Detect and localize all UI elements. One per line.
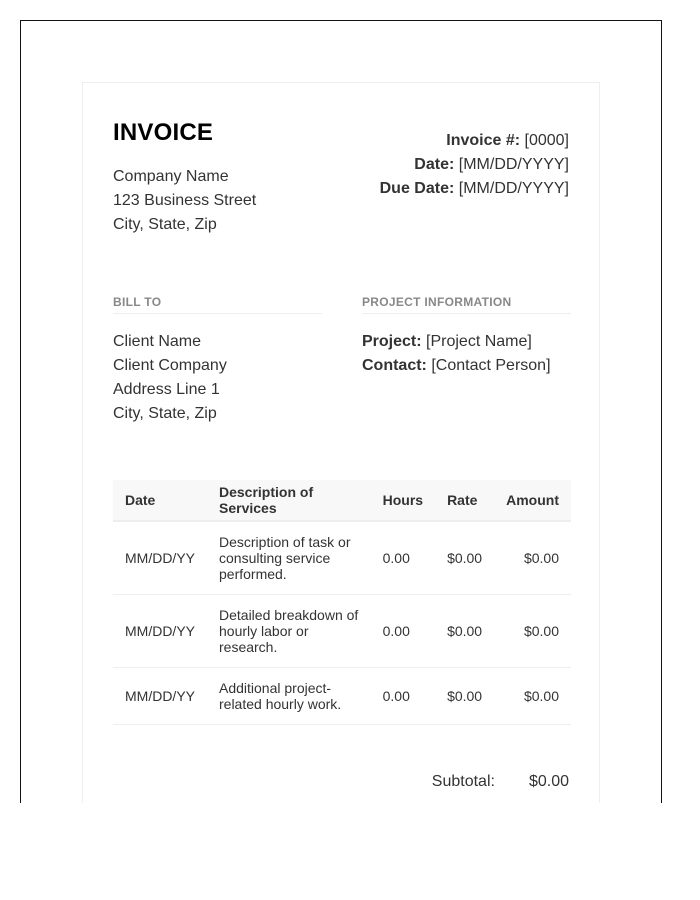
row-amount: $0.00 — [494, 521, 571, 595]
invoice-date-line — [380, 153, 569, 177]
company-street: 123 Business Street — [113, 192, 257, 209]
invoice-date-label: Date: — [414, 156, 455, 173]
contact-label: Contact: — [362, 357, 427, 374]
project-line — [362, 330, 571, 354]
client-city: City, State, Zip — [113, 405, 217, 422]
due-date-value: [MM/DD/YYYY] — [458, 180, 569, 197]
row-amount: $0.00 — [494, 668, 571, 725]
due-date-line — [380, 177, 569, 201]
row-description: Additional project-related hourly work. — [207, 668, 371, 725]
row-date: MM/DD/YY — [113, 668, 207, 725]
header-date: Date — [113, 480, 207, 521]
document-page — [20, 20, 662, 803]
row-rate: $0.00 — [435, 595, 494, 668]
services-table — [113, 480, 571, 725]
company-city: City, State, Zip — [113, 216, 217, 233]
bill-to-address — [113, 330, 322, 426]
bill-to-heading: BILL TO — [113, 295, 322, 314]
invoice-number-line — [380, 129, 569, 153]
project-info-section — [362, 295, 571, 378]
client-name: Client Name — [113, 333, 202, 350]
subtotal-value: $0.00 — [528, 773, 569, 790]
row-description: Detailed breakdown of hourly labor or research. — [207, 595, 371, 668]
row-hours: 0.00 — [371, 521, 435, 595]
row-rate: $0.00 — [435, 521, 494, 595]
header-description: Description of Services — [207, 480, 371, 521]
project-value: [Project Name] — [426, 333, 532, 350]
header-rate: Rate — [435, 480, 494, 521]
due-date-label: Due Date: — [379, 180, 455, 197]
invoice-card — [82, 82, 600, 803]
project-label: Project: — [362, 333, 422, 350]
subtotal-label: Subtotal: — [431, 773, 495, 790]
subtotal-row — [432, 773, 569, 791]
contact-value: [Contact Person] — [431, 357, 551, 374]
row-rate: $0.00 — [435, 668, 494, 725]
company-address — [113, 165, 256, 237]
contact-line — [362, 354, 571, 378]
header-amount: Amount — [494, 480, 571, 521]
invoice-title: INVOICE — [113, 119, 214, 146]
invoice-number-value: [0000] — [524, 132, 569, 149]
table-row — [113, 668, 571, 725]
table-row — [113, 521, 571, 595]
invoice-date-value: [MM/DD/YYYY] — [458, 156, 569, 173]
client-address-line: Address Line 1 — [113, 381, 220, 398]
invoice-meta — [380, 129, 569, 201]
table-header-row — [113, 480, 571, 521]
header-hours: Hours — [371, 480, 435, 521]
row-hours: 0.00 — [371, 595, 435, 668]
row-hours: 0.00 — [371, 668, 435, 725]
table-row — [113, 595, 571, 668]
row-date: MM/DD/YY — [113, 521, 207, 595]
row-description: Description of task or consulting service performed. — [207, 521, 371, 595]
row-amount: $0.00 — [494, 595, 571, 668]
bill-to-section — [113, 295, 322, 426]
client-company: Client Company — [113, 357, 227, 374]
project-info-heading: PROJECT INFORMATION — [362, 295, 571, 314]
company-name: Company Name — [113, 168, 229, 185]
row-date: MM/DD/YY — [113, 595, 207, 668]
project-info-body — [362, 330, 571, 378]
invoice-number-label: Invoice #: — [446, 132, 521, 149]
